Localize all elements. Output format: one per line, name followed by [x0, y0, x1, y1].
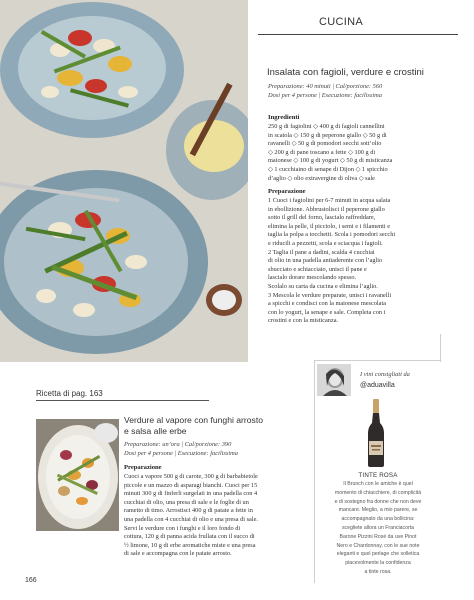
preparation-line: 1 Cuoci i fagiolini per 6-7 minuti in acqua salata	[268, 197, 391, 204]
recipe1-ingredients	[268, 123, 392, 183]
preparation-line: 3 Mescola le verdure preparate, unisci i ravanelli	[268, 291, 392, 299]
preparation-line: minuti 300 g di finferli surgelati in una padella con 4	[124, 490, 258, 498]
preparation-line: in ebollizione. Abbrustolisci il peperone giallo	[268, 205, 385, 213]
preparation-line: di sale e accompagna con le patate arrosto.	[124, 550, 232, 558]
wine-desc-line: momento di chiacchiere, di complicità	[334, 489, 422, 496]
salad-photo	[0, 0, 248, 362]
preparation-line: 2 Taglia il pane a dadini, scalda 4 cucchiai	[268, 248, 375, 256]
preparation-line: una padella con 4 cucchiai di olio e una presa di sale.	[124, 515, 258, 523]
wine-desc-line: Barone Pizzini Rosé da uve Pinot	[339, 533, 417, 540]
wine-desc-line: scegliete allora un Franciacorta	[341, 524, 415, 531]
wine-description	[320, 480, 436, 577]
preparation-line: cucchiai di olio, una presa di sale e le foglie di un	[124, 498, 249, 506]
wine-intro: I vini consigliati da	[360, 371, 410, 378]
wine-bottle-icon	[364, 399, 388, 467]
preparation-line: Cuoci a vapore 500 g di carote, 300 g di barbabietole	[124, 473, 258, 480]
ingredients-line: maionese ◇ 100 g di yogurt ◇ 50 g di misticanza	[268, 157, 393, 165]
wine-desc-line: piacevolmente la confidenza	[345, 560, 411, 567]
wine-author-handle: @aduavilla	[360, 382, 395, 389]
preparation-line: sbucciato e schiacciato, unisci il pane e	[268, 265, 367, 273]
recipe2-preparation-title: Preparazione	[124, 464, 162, 471]
preparation-line: cottura, 120 g di panna acida frullata con il succo di	[124, 533, 255, 541]
preparation-line: e riducili a pezzetti, scola e sciacqua i fagioli.	[268, 239, 383, 247]
ingredients-line: ravanelli ◇ 50 g di pomodori secchi sott’olio	[268, 140, 382, 148]
preparation-line: piccole e un mazzo di asparagi bianchi. Cuoci per 15	[124, 481, 258, 489]
section-title: CUCINA	[319, 16, 363, 28]
wine-desc-line: e di sostegno fra donne che non deve	[334, 498, 422, 505]
vegetables-photo	[36, 419, 119, 531]
preparation-line: ½ limone, 10 g di erbe aromatiche miste e una presa	[124, 541, 256, 549]
preparation-line: sotto il grill del forno, lascialo raffreddare,	[268, 214, 376, 222]
recipe1-ingredients-title: Ingredienti	[268, 114, 300, 121]
ingredients-line: ◇ 200 g di pane toscano a fette ◇ 100 g di	[268, 148, 376, 156]
wine-desc-line: mancare. Meglio, a mio parere, se	[338, 507, 418, 514]
preparation-line: Servi le verdure con i funghi e il loro fondo di	[124, 524, 241, 532]
recipe1-meta-line2: Dosi per 4 persone | Esecuzione: facilissima	[268, 91, 382, 99]
preparation-line: rametto di timo. Arrostisci 400 g di patate a fette in	[124, 507, 253, 515]
preparation-line: crostini e con la misticanza.	[268, 317, 339, 325]
wine-desc-line: Il Brunch con le amiche è quel	[343, 481, 413, 487]
author-avatar	[317, 364, 351, 396]
preparation-line: di olio in una padella antiaderente con l’aglio	[268, 257, 383, 265]
wine-desc-line: eleganti e quel perlage che solletica	[336, 551, 420, 558]
ingredients-line: in scatola ◇ 150 g di peperone giallo ◇ 50 g di	[268, 131, 387, 139]
recipe2-title-line2: e salsa alle erbe	[124, 426, 187, 436]
preparation-line: taglia la polpa a tocchetti. Scola i pomodori secchi	[268, 231, 396, 239]
recipe-reference-divider	[36, 400, 209, 401]
preparation-line: a spicchi e condisci con la maionese mescolata	[268, 300, 387, 308]
wine-desc-line: Nero e Chardonnay, con le sue note	[336, 542, 420, 549]
preparation-line: elimina la pelle, il picciolo, i semi e i filamenti e	[268, 222, 391, 230]
ingredients-line: ◇ 1 cucchiaino di senape di Dijon ◇ 1 spicchio	[268, 165, 388, 173]
ingredients-line: d’aglio ◇ olio extravergine di oliva ◇ sale	[268, 174, 375, 182]
preparation-line: lascialo dorare mescolando spesso.	[268, 274, 357, 282]
recipe2-preparation	[124, 473, 258, 559]
recipe1-meta-line1: Preparazione: 40 minuti | Cal/porzione: 560	[268, 83, 383, 90]
wine-desc-line: a tinte rosa.	[364, 568, 392, 575]
wine-desc-line: accompagnato da una bollicina:	[341, 516, 415, 523]
recipe2-meta-line1: Preparazione: un’ora | Cal/porzione: 390	[124, 441, 232, 448]
preparation-line: Scolalo su carta da cucina e elimina l’aglio.	[268, 282, 378, 290]
wine-name: TINTE ROSA	[358, 472, 398, 479]
section-divider	[258, 34, 458, 35]
wine-box-divider	[440, 334, 441, 362]
recipe1-preparation	[268, 197, 395, 326]
recipe-reference: Ricetta di pag. 163	[36, 389, 103, 398]
page-number: 166	[25, 577, 37, 584]
recipe2-title-line1: Verdure al vapore con funghi arrosto	[124, 415, 264, 425]
recipe2-meta-line2: Dosi per 4 persone | Esecuzione: facilissima	[124, 449, 238, 457]
ingredients-line: 250 g di fagiolini ◇ 400 g di fagioli cannellini	[268, 123, 385, 130]
recipe1-title: Insalata con fagioli, verdure e crostini	[267, 67, 424, 78]
recipe2-title	[124, 415, 263, 437]
preparation-line: con lo yogurt, la senape e sale. Completa con i	[268, 308, 386, 316]
recipe1-preparation-title: Preparazione	[268, 188, 306, 195]
